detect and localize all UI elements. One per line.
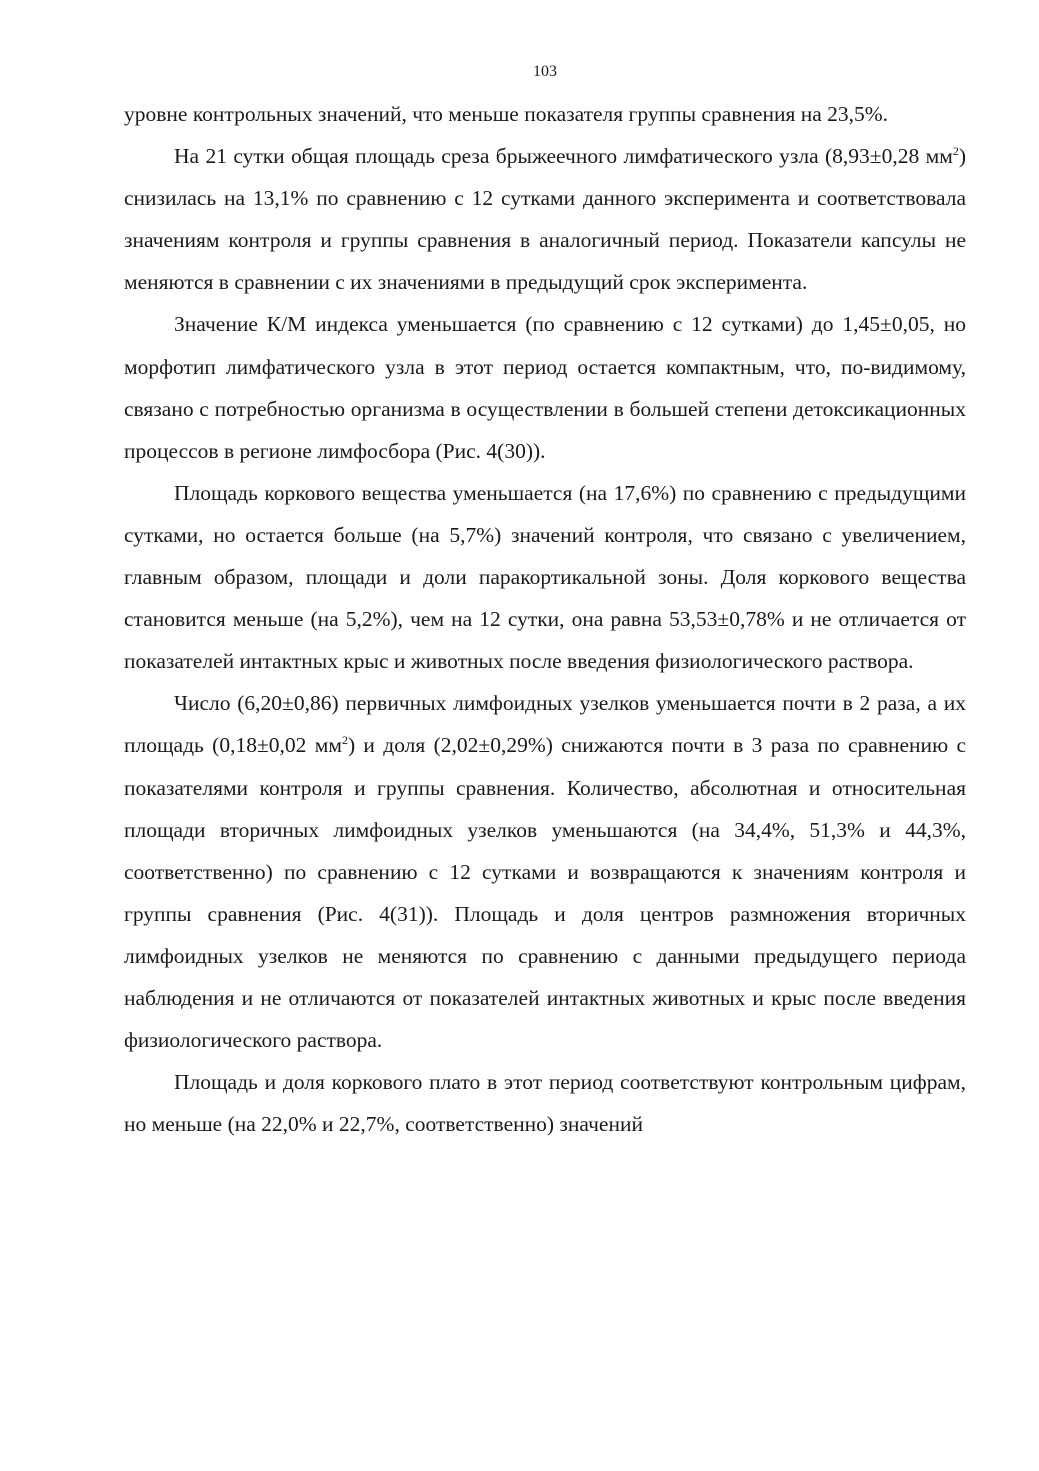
paragraph-continuation: уровне контрольных значений, что меньше показателя группы сравнения на 23,5%. bbox=[124, 102, 889, 126]
paragraph-km-index: Значение К/М индекса уменьшается (по сравнению с 12 сутками) до 1,45±0,05, но морфотип лимфатического узла в этот период остается компактным, что, по-видимому, связано с потребностью организма в осуществлении в большей степени детоксикационных процессов в регионе лимфосбора (Рис. 4(30)). bbox=[124, 312, 966, 463]
paragraph-total-area bbox=[124, 135, 966, 303]
paragraph-text: ) и доля (2,02±0,29%) снижаются почти в 3 раза по сравнению с показателями контроля и группы сравнения. Количество, абсолютная и относительная площади вторичных лимфоидных узелков уменьшаются (на 34,4%, 51,3% и 44,3%, соответственно) по сравнению с 12 сутками и возвращаются к значениям контроля и группы сравнения (Рис. 4(31)). Площадь и доля центров размножения вторичных лимфоидных узелков не меняются по сравнению с данными предыдущего периода наблюдения и не отличаются от показателей интактных животных и крыс после введения физиологического раствора. bbox=[124, 733, 967, 1053]
paragraph-lymphoid-nodules bbox=[124, 682, 966, 1061]
paragraph-text: На 21 сутки общая площадь среза брыжеечного лимфатического узла (8,93±0,28 мм bbox=[174, 144, 953, 169]
superscript: 2 bbox=[952, 143, 959, 158]
paragraph-text: ) снизилась на 13,1% по сравнению с 12 сутками данного эксперимента и соответствовала значениям контроля и группы сравнения в аналогичный период. Показатели капсулы не меняются в сравнении с их значениями в предыдущий срок эксперимента. bbox=[124, 144, 966, 295]
paragraph-cortex-area: Площадь коркового вещества уменьшается (на 17,6%) по сравнению с предыдущими сутками, но остается больше (на 5,7%) значений контроля, что связано с увеличением, главным образом, площади и доли паракортикальной зоны. Доля коркового вещества становится меньше (на 5,2%), чем на 12 сутки, она равна 53,53±0,78% и не отличается от показателей интактных крыс и животных после введения физиологического раствора. bbox=[124, 480, 966, 674]
document-body bbox=[124, 93, 966, 1145]
superscript: 2 bbox=[341, 733, 348, 748]
paragraph-text: Число (6,20±0,86) первичных лимфоидных узелков уменьшается почти в 2 раза, а их площадь (0,18±0,02 мм bbox=[124, 691, 966, 758]
page-number: 103 bbox=[533, 63, 557, 80]
paragraph-cortical-plateau: Площадь и доля коркового плато в этот период соответствуют контрольным цифрам, но меньше (на 22,0% и 22,7%, соответственно) значений bbox=[124, 1070, 966, 1137]
